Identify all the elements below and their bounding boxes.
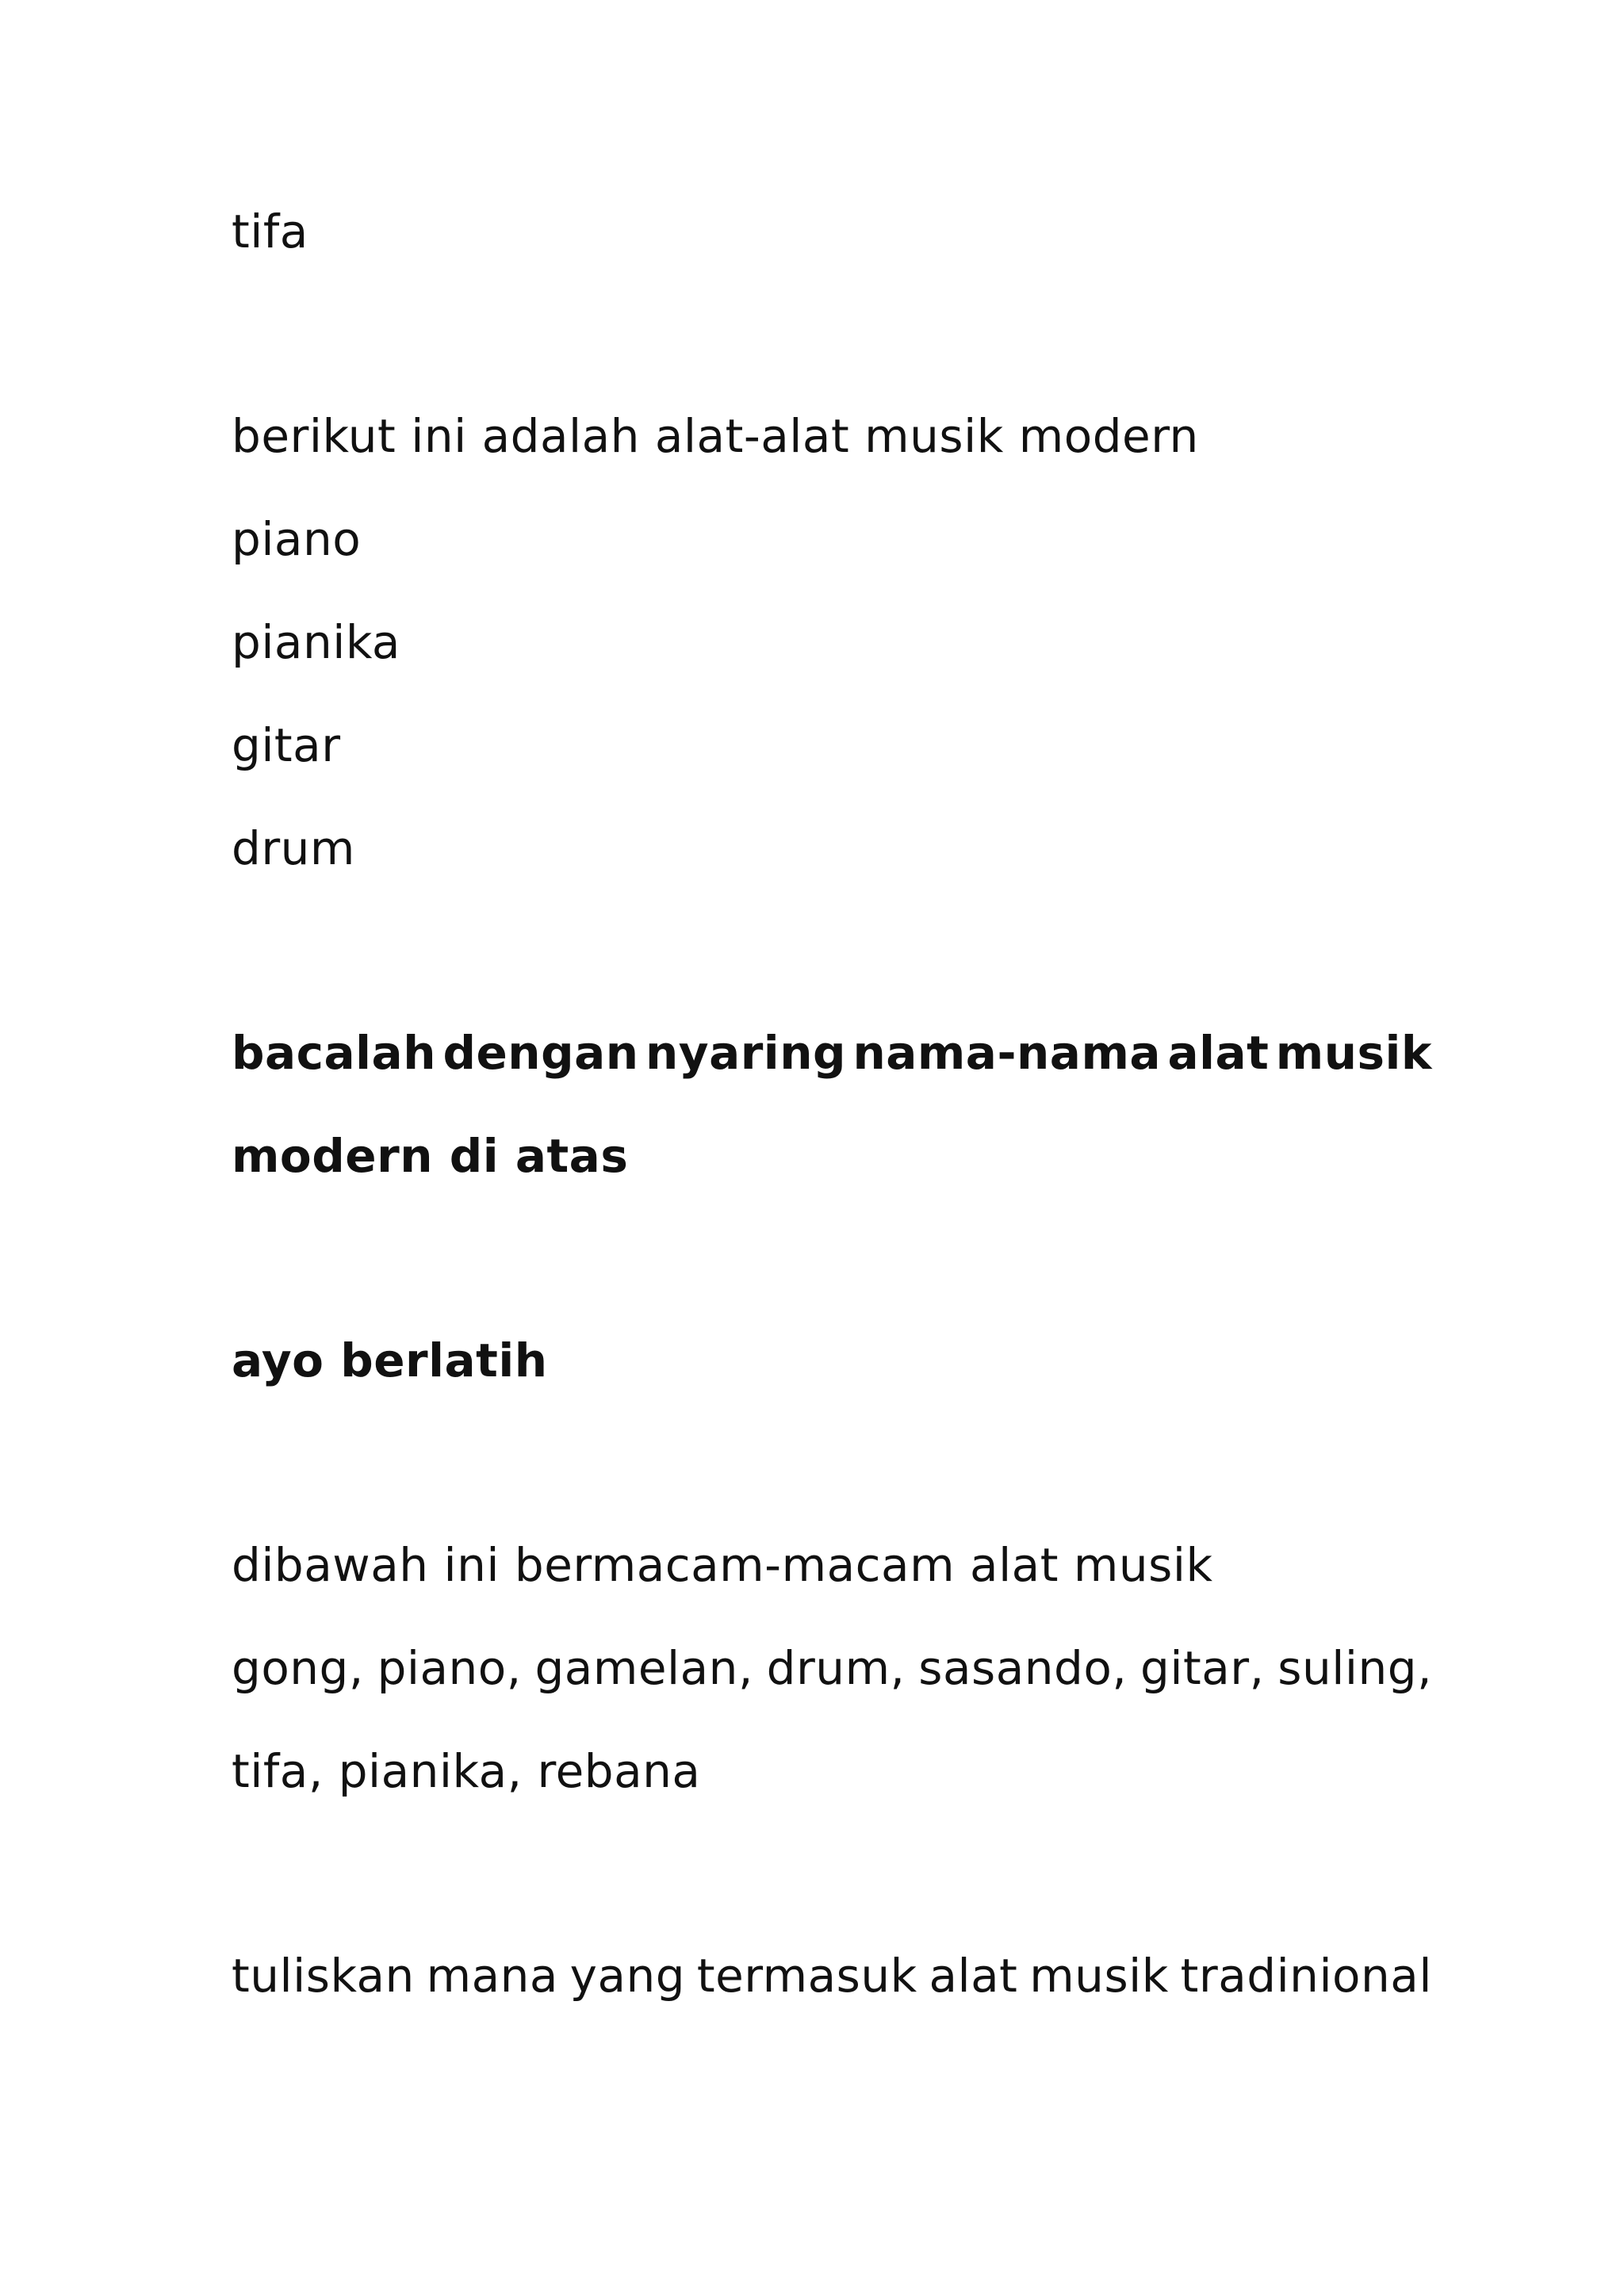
instruction-line-1	[232, 1021, 1432, 1085]
instrument-word: sasando,	[918, 1641, 1128, 1695]
instrument-word: gamelan,	[534, 1641, 753, 1695]
instrument-word: suling,	[1277, 1641, 1432, 1695]
practice-heading: ayo berlatih	[232, 1334, 548, 1387]
modern-item-drum: drum	[232, 821, 355, 875]
instrument-word: drum,	[766, 1641, 906, 1695]
instrument-list-line-1	[232, 1636, 1432, 1700]
modern-item-pianika: pianika	[232, 615, 400, 669]
instruction-word: bacalah	[232, 1026, 436, 1080]
task-word: tuliskan	[232, 1949, 415, 2003]
list-intro-text: dibawah ini bermacam-macam alat musik	[232, 1538, 1213, 1592]
task-word: yang	[569, 1949, 686, 2003]
instruction-word: nyaring	[645, 1026, 846, 1080]
instrument-word: gitar,	[1140, 1641, 1265, 1695]
task-line	[232, 1944, 1432, 2007]
instrument-word: gong,	[232, 1641, 364, 1695]
text-line-tifa: tifa	[232, 205, 308, 258]
task-word: mana	[426, 1949, 558, 2003]
instruction-word: musik	[1275, 1026, 1432, 1080]
task-word: tradinional	[1180, 1949, 1432, 2003]
task-word: alat	[929, 1949, 1018, 2003]
instrument-list-line-2: tifa, pianika, rebana	[232, 1744, 701, 1798]
modern-intro-text: berikut ini adalah alat-alat musik modern	[232, 409, 1199, 463]
instruction-line-2: modern di atas	[232, 1129, 629, 1183]
modern-item-gitar: gitar	[232, 718, 341, 772]
modern-item-piano: piano	[232, 512, 362, 566]
task-word: musik	[1029, 1949, 1169, 2003]
instruction-word: dengan	[442, 1026, 639, 1080]
task-word: termasuk	[696, 1949, 917, 2003]
instruction-word: nama-nama	[852, 1026, 1162, 1080]
instruction-word: alat	[1167, 1026, 1270, 1080]
instrument-word: piano,	[377, 1641, 522, 1695]
